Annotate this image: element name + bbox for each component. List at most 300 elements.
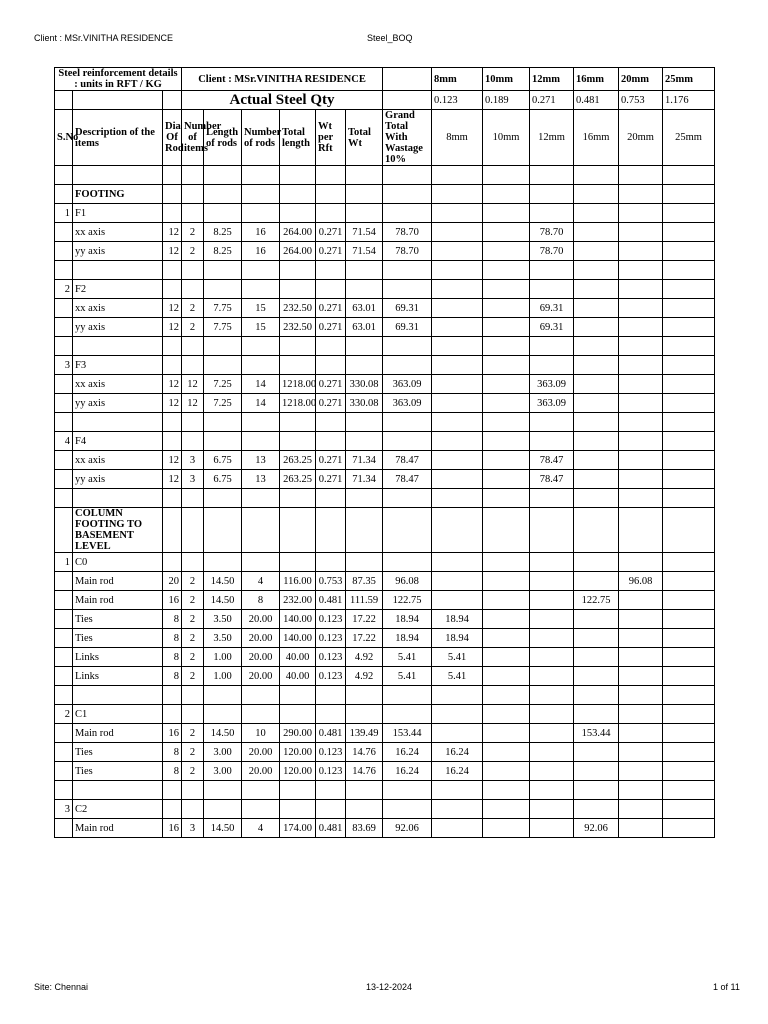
header-row-unit-weights xyxy=(55,91,715,110)
length-cell: 6.75 xyxy=(204,470,242,489)
empty-cell xyxy=(55,242,73,261)
empty-cell xyxy=(55,470,73,489)
empty-cell xyxy=(619,413,663,432)
empty-cell xyxy=(530,432,574,451)
empty-cell xyxy=(316,185,346,204)
total-wt-cell: 14.76 xyxy=(346,762,383,781)
item-description: yy axis xyxy=(73,318,163,337)
wt-per-rft-cell: 0.481 xyxy=(316,819,346,838)
empty-cell xyxy=(73,489,163,508)
number-rods-cell: 20.00 xyxy=(242,667,280,686)
wt-per-rft-cell: 0.753 xyxy=(316,572,346,591)
size-25mm: 25mm xyxy=(663,68,715,91)
col-header-sno: S.No xyxy=(55,110,73,166)
grand-total-cell: 78.70 xyxy=(383,242,432,261)
unit-weight-20mm: 0.753 xyxy=(619,91,663,110)
size-12mm-cell: 78.47 xyxy=(530,470,574,489)
empty-cell xyxy=(204,413,242,432)
empty-cell xyxy=(242,781,280,800)
size-12mm-cell: 78.70 xyxy=(530,242,574,261)
empty-cell xyxy=(73,91,163,110)
grand-total-cell: 96.08 xyxy=(383,572,432,591)
blank-row xyxy=(55,489,715,508)
empty-cell xyxy=(383,781,432,800)
size-16mm-cell xyxy=(574,572,619,591)
item-row xyxy=(55,572,715,591)
size-8mm-cell xyxy=(432,819,483,838)
empty-cell xyxy=(204,432,242,451)
size-8mm: 8mm xyxy=(432,68,483,91)
section-title: COLUMN FOOTING TO BASEMENT LEVEL xyxy=(73,508,163,553)
empty-cell xyxy=(574,489,619,508)
total-wt-cell: 83.69 xyxy=(346,819,383,838)
empty-cell xyxy=(242,413,280,432)
wt-per-rft-cell: 0.123 xyxy=(316,667,346,686)
size-25mm-cell xyxy=(663,819,715,838)
size-20mm-cell xyxy=(619,762,663,781)
size-20mm-cell xyxy=(619,299,663,318)
number-rods-cell: 4 xyxy=(242,572,280,591)
size-10mm-cell xyxy=(483,819,530,838)
col-header-10mm: 10mm xyxy=(483,110,530,166)
size-16mm-cell xyxy=(574,743,619,762)
empty-cell xyxy=(163,800,182,819)
item-row xyxy=(55,223,715,242)
empty-cell xyxy=(242,686,280,705)
size-10mm-cell xyxy=(483,223,530,242)
group-row xyxy=(55,204,715,223)
dia-cell: 8 xyxy=(163,762,182,781)
dia-cell: 12 xyxy=(163,451,182,470)
client-cell: Client : MSr.VINITHA RESIDENCE xyxy=(182,68,383,91)
empty-cell xyxy=(316,204,346,223)
empty-cell xyxy=(619,686,663,705)
grand-total-cell: 5.41 xyxy=(383,648,432,667)
empty-cell xyxy=(574,432,619,451)
size-12mm-cell xyxy=(530,724,574,743)
empty-cell xyxy=(530,553,574,572)
col-header-number-items: Number of items xyxy=(182,110,204,166)
size-10mm-cell xyxy=(483,318,530,337)
empty-cell xyxy=(619,280,663,299)
size-25mm-cell xyxy=(663,394,715,413)
size-16mm-cell xyxy=(574,242,619,261)
empty-cell xyxy=(182,261,204,280)
empty-cell xyxy=(163,166,182,185)
empty-cell xyxy=(163,781,182,800)
grand-total-cell: 78.47 xyxy=(383,451,432,470)
size-25mm-cell xyxy=(663,610,715,629)
empty-cell xyxy=(346,280,383,299)
empty-cell xyxy=(163,204,182,223)
item-description: Links xyxy=(73,648,163,667)
number-rods-cell: 15 xyxy=(242,318,280,337)
size-16mm-cell xyxy=(574,648,619,667)
grand-total-cell: 18.94 xyxy=(383,629,432,648)
empty-cell xyxy=(530,781,574,800)
empty-cell xyxy=(242,337,280,356)
empty-cell xyxy=(574,781,619,800)
size-10mm-cell xyxy=(483,724,530,743)
size-10mm-cell xyxy=(483,648,530,667)
size-8mm-cell xyxy=(432,375,483,394)
empty-cell xyxy=(432,800,483,819)
wt-per-rft-cell: 0.481 xyxy=(316,724,346,743)
empty-cell xyxy=(483,413,530,432)
wt-per-rft-cell: 0.271 xyxy=(316,242,346,261)
size-25mm-cell xyxy=(663,572,715,591)
grand-total-cell: 5.41 xyxy=(383,667,432,686)
size-10mm-cell xyxy=(483,610,530,629)
empty-cell xyxy=(182,413,204,432)
empty-cell xyxy=(242,185,280,204)
empty-cell xyxy=(204,508,242,553)
empty-cell xyxy=(55,781,73,800)
empty-cell xyxy=(383,686,432,705)
empty-cell xyxy=(204,705,242,724)
empty-cell xyxy=(242,508,280,553)
number-rods-cell: 14 xyxy=(242,394,280,413)
group-row xyxy=(55,705,715,724)
empty-cell xyxy=(574,413,619,432)
length-cell: 7.25 xyxy=(204,375,242,394)
empty-cell xyxy=(163,337,182,356)
empty-cell xyxy=(663,432,715,451)
number-rods-cell: 15 xyxy=(242,299,280,318)
group-row xyxy=(55,356,715,375)
size-25mm-cell xyxy=(663,629,715,648)
empty-cell xyxy=(316,337,346,356)
empty-cell xyxy=(316,553,346,572)
empty-cell xyxy=(280,166,316,185)
empty-cell xyxy=(383,413,432,432)
empty-cell xyxy=(204,204,242,223)
total-length-cell: 290.00 xyxy=(280,724,316,743)
wt-per-rft-cell: 0.123 xyxy=(316,610,346,629)
wt-per-rft-cell: 0.123 xyxy=(316,762,346,781)
length-cell: 3.50 xyxy=(204,629,242,648)
empty-cell xyxy=(483,781,530,800)
total-wt-cell: 330.08 xyxy=(346,375,383,394)
number-items-cell: 2 xyxy=(182,648,204,667)
length-cell: 7.75 xyxy=(204,299,242,318)
size-8mm-cell xyxy=(432,242,483,261)
size-12mm-cell: 363.09 xyxy=(530,394,574,413)
col-header-12mm: 12mm xyxy=(530,110,574,166)
empty-cell xyxy=(55,648,73,667)
size-8mm-cell: 18.94 xyxy=(432,610,483,629)
empty-cell xyxy=(432,185,483,204)
empty-cell xyxy=(182,489,204,508)
size-20mm-cell xyxy=(619,394,663,413)
empty-cell xyxy=(55,610,73,629)
item-row xyxy=(55,242,715,261)
empty-cell xyxy=(55,185,73,204)
empty-cell xyxy=(383,185,432,204)
total-wt-cell: 330.08 xyxy=(346,394,383,413)
size-25mm-cell xyxy=(663,451,715,470)
page-footer-date: 13-12-2024 xyxy=(366,982,413,992)
length-cell: 8.25 xyxy=(204,223,242,242)
total-wt-cell: 63.01 xyxy=(346,299,383,318)
total-wt-cell: 17.22 xyxy=(346,610,383,629)
number-rods-cell: 13 xyxy=(242,470,280,489)
empty-cell xyxy=(432,781,483,800)
empty-cell xyxy=(55,413,73,432)
size-20mm-cell: 96.08 xyxy=(619,572,663,591)
blank-row xyxy=(55,166,715,185)
empty-cell xyxy=(182,280,204,299)
total-wt-cell: 17.22 xyxy=(346,629,383,648)
empty-cell xyxy=(316,280,346,299)
dia-cell: 12 xyxy=(163,375,182,394)
total-wt-cell: 4.92 xyxy=(346,648,383,667)
total-wt-cell: 71.54 xyxy=(346,223,383,242)
empty-cell xyxy=(280,204,316,223)
size-8mm-cell xyxy=(432,394,483,413)
total-wt-cell: 71.34 xyxy=(346,451,383,470)
steel-boq-table xyxy=(54,67,715,838)
size-8mm-cell: 5.41 xyxy=(432,648,483,667)
empty-cell xyxy=(346,800,383,819)
empty-cell xyxy=(530,686,574,705)
empty-cell xyxy=(383,261,432,280)
item-description: xx axis xyxy=(73,451,163,470)
dia-cell: 12 xyxy=(163,223,182,242)
unit-weight-12mm: 0.271 xyxy=(530,91,574,110)
item-row xyxy=(55,762,715,781)
section-title: FOOTING xyxy=(73,185,163,204)
empty-cell xyxy=(530,204,574,223)
page-header-client: Client : MSr.VINITHA RESIDENCE xyxy=(34,33,174,43)
empty-cell xyxy=(280,508,316,553)
empty-cell xyxy=(316,261,346,280)
number-items-cell: 12 xyxy=(182,394,204,413)
dia-cell: 20 xyxy=(163,572,182,591)
col-header-dia: Dia Of Rod xyxy=(163,110,182,166)
empty-cell xyxy=(383,356,432,375)
size-25mm-cell xyxy=(663,743,715,762)
empty-cell xyxy=(316,800,346,819)
empty-cell xyxy=(182,166,204,185)
total-length-cell: 232.50 xyxy=(280,299,316,318)
empty-cell xyxy=(530,261,574,280)
size-8mm-cell xyxy=(432,470,483,489)
empty-cell xyxy=(182,781,204,800)
empty-cell xyxy=(619,337,663,356)
empty-cell xyxy=(182,204,204,223)
empty-cell xyxy=(432,508,483,553)
item-row xyxy=(55,318,715,337)
empty-cell xyxy=(182,686,204,705)
size-16mm-cell xyxy=(574,470,619,489)
size-20mm-cell xyxy=(619,724,663,743)
total-wt-cell: 14.76 xyxy=(346,743,383,762)
empty-cell xyxy=(346,781,383,800)
empty-cell xyxy=(73,781,163,800)
empty-cell xyxy=(432,432,483,451)
empty-cell xyxy=(574,800,619,819)
empty-cell xyxy=(73,261,163,280)
empty-cell xyxy=(182,705,204,724)
group-name: F2 xyxy=(73,280,163,299)
item-description: yy axis xyxy=(73,394,163,413)
empty-cell xyxy=(316,413,346,432)
empty-cell xyxy=(55,762,73,781)
unit-weight-10mm: 0.189 xyxy=(483,91,530,110)
size-16mm-cell xyxy=(574,629,619,648)
dia-cell: 12 xyxy=(163,394,182,413)
item-description: Ties xyxy=(73,762,163,781)
item-row xyxy=(55,591,715,610)
empty-cell xyxy=(163,413,182,432)
unit-weight-8mm: 0.123 xyxy=(432,91,483,110)
dia-cell: 8 xyxy=(163,667,182,686)
empty-cell xyxy=(574,553,619,572)
empty-cell xyxy=(432,204,483,223)
group-name: C0 xyxy=(73,553,163,572)
col-header-8mm: 8mm xyxy=(432,110,483,166)
size-12mm: 12mm xyxy=(530,68,574,91)
size-12mm-cell xyxy=(530,667,574,686)
length-cell: 3.00 xyxy=(204,743,242,762)
size-25mm-cell xyxy=(663,470,715,489)
number-items-cell: 2 xyxy=(182,242,204,261)
empty-cell xyxy=(182,337,204,356)
size-10mm-cell xyxy=(483,451,530,470)
length-cell: 8.25 xyxy=(204,242,242,261)
size-25mm-cell xyxy=(663,375,715,394)
empty-cell xyxy=(619,166,663,185)
wt-per-rft-cell: 0.271 xyxy=(316,394,346,413)
empty-cell xyxy=(242,204,280,223)
item-description: Main rod xyxy=(73,591,163,610)
item-description: Main rod xyxy=(73,572,163,591)
empty-cell xyxy=(163,280,182,299)
empty-cell xyxy=(55,508,73,553)
dia-cell: 16 xyxy=(163,724,182,743)
empty-cell xyxy=(530,166,574,185)
empty-cell xyxy=(574,280,619,299)
size-20mm-cell xyxy=(619,242,663,261)
empty-cell xyxy=(530,337,574,356)
size-25mm-cell xyxy=(663,724,715,743)
empty-cell xyxy=(346,686,383,705)
empty-cell xyxy=(483,185,530,204)
empty-cell xyxy=(432,413,483,432)
size-8mm-cell: 5.41 xyxy=(432,667,483,686)
empty-cell xyxy=(316,432,346,451)
empty-cell xyxy=(346,705,383,724)
empty-cell xyxy=(163,705,182,724)
item-row xyxy=(55,648,715,667)
empty-cell xyxy=(55,299,73,318)
empty-cell xyxy=(280,280,316,299)
empty-cell xyxy=(574,508,619,553)
item-row xyxy=(55,724,715,743)
wt-per-rft-cell: 0.481 xyxy=(316,591,346,610)
empty-cell xyxy=(242,553,280,572)
empty-cell xyxy=(619,432,663,451)
size-25mm-cell xyxy=(663,648,715,667)
intro-cell: Steel reinforcement details : units in RFT / KG xyxy=(55,68,182,91)
empty-cell xyxy=(483,261,530,280)
empty-cell xyxy=(483,553,530,572)
serial-number: 3 xyxy=(55,800,73,819)
wt-per-rft-cell: 0.271 xyxy=(316,318,346,337)
blank-row xyxy=(55,686,715,705)
size-16mm-cell xyxy=(574,762,619,781)
total-length-cell: 264.00 xyxy=(280,242,316,261)
empty-cell xyxy=(163,489,182,508)
dia-cell: 8 xyxy=(163,743,182,762)
total-length-cell: 140.00 xyxy=(280,610,316,629)
section-row xyxy=(55,508,715,553)
length-cell: 1.00 xyxy=(204,648,242,667)
number-rods-cell: 13 xyxy=(242,451,280,470)
empty-cell xyxy=(432,280,483,299)
empty-cell xyxy=(163,508,182,553)
size-20mm: 20mm xyxy=(619,68,663,91)
empty-cell xyxy=(163,185,182,204)
empty-cell xyxy=(280,686,316,705)
empty-cell xyxy=(432,166,483,185)
empty-cell xyxy=(316,705,346,724)
empty-cell xyxy=(204,280,242,299)
empty-cell xyxy=(483,166,530,185)
empty-cell xyxy=(574,337,619,356)
length-cell: 14.50 xyxy=(204,819,242,838)
empty-cell xyxy=(55,667,73,686)
size-16mm-cell xyxy=(574,375,619,394)
empty-cell xyxy=(242,705,280,724)
number-items-cell: 2 xyxy=(182,591,204,610)
unit-weight-25mm: 1.176 xyxy=(663,91,715,110)
wt-per-rft-cell: 0.271 xyxy=(316,299,346,318)
group-name: C2 xyxy=(73,800,163,819)
empty-cell xyxy=(663,553,715,572)
size-12mm-cell: 69.31 xyxy=(530,318,574,337)
empty-cell xyxy=(280,489,316,508)
size-12mm-cell xyxy=(530,572,574,591)
size-16mm-cell xyxy=(574,394,619,413)
empty-cell xyxy=(663,356,715,375)
number-rods-cell: 8 xyxy=(242,591,280,610)
col-header-number-rods: Number of rods xyxy=(242,110,280,166)
empty-cell xyxy=(619,553,663,572)
size-8mm-cell xyxy=(432,299,483,318)
number-items-cell: 2 xyxy=(182,743,204,762)
group-name: F3 xyxy=(73,356,163,375)
empty-cell xyxy=(663,337,715,356)
page-header-title: Steel_BOQ xyxy=(367,33,413,43)
empty-cell xyxy=(55,166,73,185)
length-cell: 14.50 xyxy=(204,724,242,743)
item-description: Main rod xyxy=(73,819,163,838)
size-8mm-cell xyxy=(432,223,483,242)
total-length-cell: 116.00 xyxy=(280,572,316,591)
item-row xyxy=(55,299,715,318)
total-wt-cell: 139.49 xyxy=(346,724,383,743)
size-8mm-cell: 16.24 xyxy=(432,743,483,762)
empty-cell xyxy=(346,413,383,432)
size-25mm-cell xyxy=(663,318,715,337)
size-8mm-cell xyxy=(432,572,483,591)
col-header-20mm: 20mm xyxy=(619,110,663,166)
number-rods-cell: 14 xyxy=(242,375,280,394)
empty-cell xyxy=(346,337,383,356)
empty-cell xyxy=(483,800,530,819)
